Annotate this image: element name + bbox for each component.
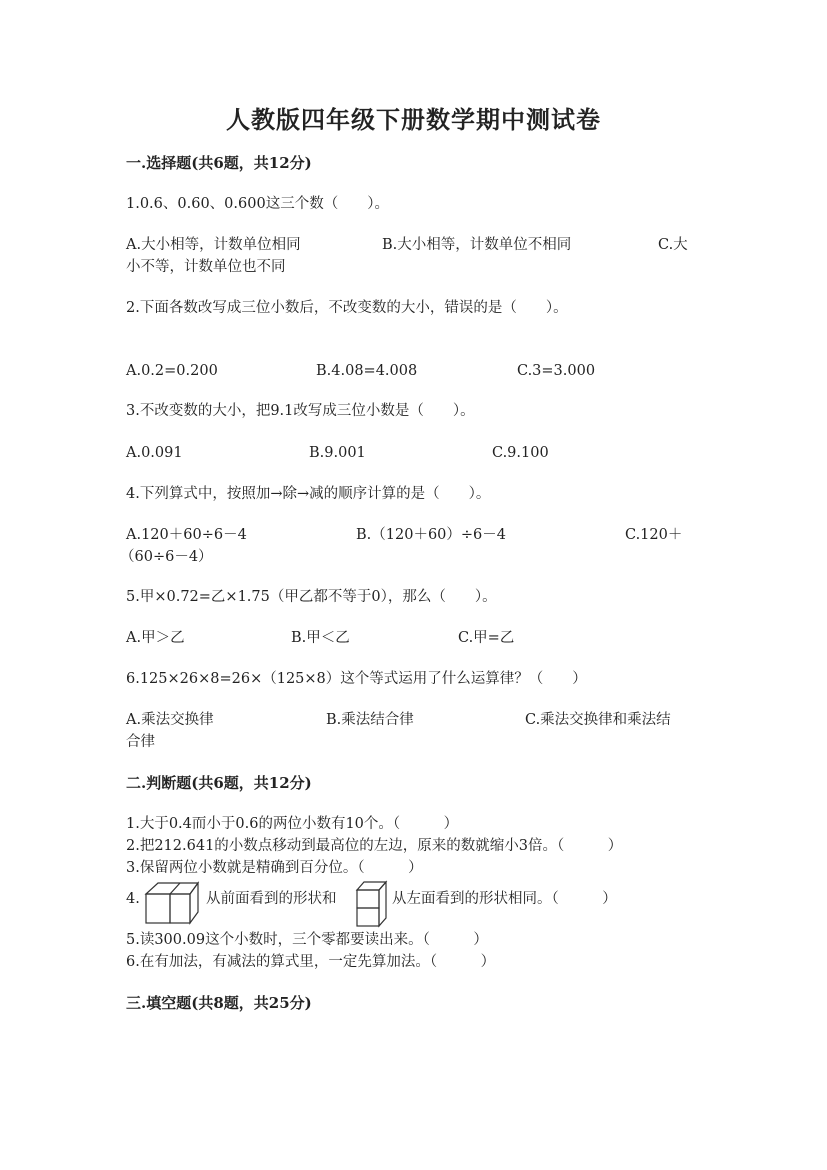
q3-option-c: C.9.100 (492, 445, 549, 461)
q1-option-c-wrap: 小不等，计数单位也不同 (126, 259, 286, 275)
section2-heading: 二.判断题(共6题，共12分) (126, 774, 312, 792)
stacked-cubes-figure (354, 880, 390, 928)
q6-option-c: C.乘法交换律和乘法结 (525, 712, 671, 728)
judge-item-2: 2.把212.641的小数点移动到最高位的左边，原来的数就缩小3倍。（ ） (126, 838, 623, 854)
q5-option-b: B.甲＜乙 (291, 630, 350, 646)
q2-option-b: B.4.08=4.008 (316, 363, 418, 379)
judge-item-3: 3.保留两位小数就是精确到百分位。（ ） (126, 860, 423, 876)
q1-option-b: B.大小相等，计数单位不相同 (382, 237, 572, 253)
q3-stem: 3.不改变数的大小，把9.1改写成三位小数是（ ）。 (126, 403, 475, 419)
q3-option-a: A.0.091 (126, 445, 183, 461)
q1-stem: 1.0.6、0.60、0.600这三个数（ ）。 (126, 196, 389, 212)
q4-stem: 4.下列算式中，按照加→除→减的顺序计算的是（ ）。 (126, 486, 491, 502)
judge-item-4-num: 4. (126, 891, 140, 907)
q6-option-a: A.乘法交换律 (126, 712, 214, 728)
q5-stem: 5.甲×0.72=乙×1.75（甲乙都不等于0），那么（ ）。 (126, 589, 497, 605)
q6-stem: 6.125×26×8=26×（125×8）这个等式运用了什么运算律？（ ） (126, 671, 587, 687)
judge-item-4-mid: 从前面看到的形状和 (206, 891, 337, 907)
judge-item-4-end: 从左面看到的形状相同。（ ） (392, 891, 617, 907)
q4-option-c-wrap: （60÷6－4） (120, 549, 213, 565)
q2-option-c: C.3=3.000 (517, 363, 596, 379)
q1-option-a: A.大小相等，计数单位相同 (126, 237, 301, 253)
q4-option-c: C.120＋ (625, 527, 683, 543)
judge-item-6: 6.在有加法，有减法的算式里，一定先算加法。（ ） (126, 954, 496, 970)
judge-item-1: 1.大于0.4而小于0.6的两位小数有10个。（ ） (126, 816, 459, 832)
section3-heading: 三.填空题(共8题，共25分) (126, 994, 312, 1012)
page-title: 人教版四年级下册数学期中测试卷 (226, 105, 601, 134)
section1-heading: 一.选择题(共6题，共12分) (126, 154, 312, 172)
q1-option-c: C.大 (658, 237, 688, 253)
two-cubes-front-figure (143, 880, 201, 926)
q4-option-b: B.（120＋60）÷6－4 (356, 527, 506, 543)
q5-option-a: A.甲＞乙 (126, 630, 185, 646)
q6-option-c-wrap: 合律 (126, 734, 155, 750)
q6-option-b: B.乘法结合律 (326, 712, 414, 728)
q5-option-c: C.甲=乙 (458, 630, 515, 646)
judge-item-5: 5.读300.09这个小数时，三个零都要读出来。（ ） (126, 932, 488, 948)
q3-option-b: B.9.001 (309, 445, 366, 461)
q2-stem: 2.下面各数改写成三位小数后，不改变数的大小，错误的是（ ）。 (126, 300, 568, 316)
q4-option-a: A.120＋60÷6－4 (126, 527, 247, 543)
q2-option-a: A.0.2=0.200 (126, 363, 218, 379)
